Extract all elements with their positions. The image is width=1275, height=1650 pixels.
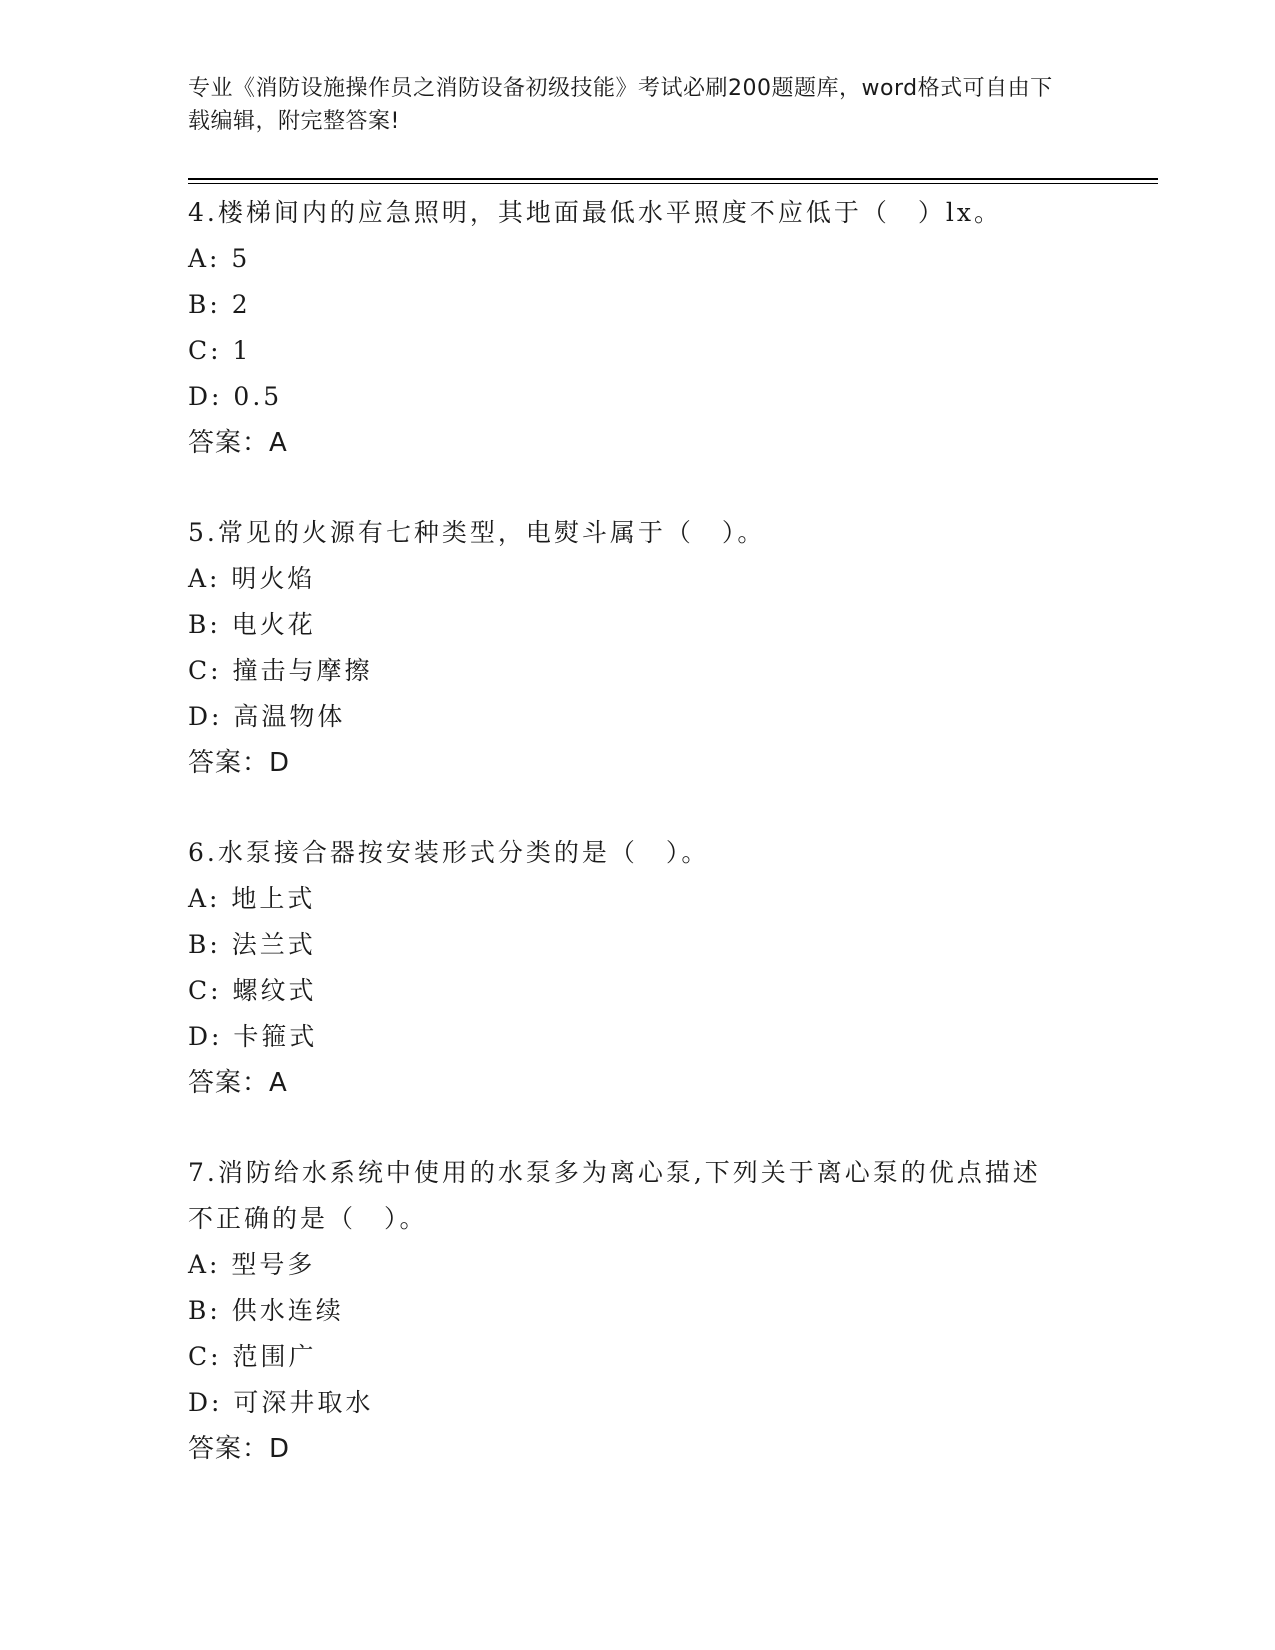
option-d: D: 可深井取水	[188, 1388, 374, 1417]
option-d: D: 卡箍式	[188, 1022, 318, 1051]
question-stem-line-1: 7.消防给水系统中使用的水泵多为离心泵,下列关于离心泵的优点描述	[188, 1158, 1041, 1187]
option-a: A: 明火焰	[188, 564, 316, 593]
header-divider-thin	[188, 183, 1158, 184]
answer-text: 答案：D	[188, 748, 291, 778]
option-c: C: 1	[188, 336, 252, 365]
question-5	[188, 510, 1088, 786]
question-6	[188, 830, 1088, 1106]
option-b: B: 法兰式	[188, 930, 316, 959]
answer-text: 答案：A	[188, 428, 288, 458]
option-d: D: 高温物体	[188, 702, 346, 731]
document-header: 专业《消防设施操作员之消防设备初级技能》考试必刷200题题库，word格式可自由下载编辑，附完整答案!	[188, 76, 1053, 134]
question-4	[188, 190, 1088, 466]
answer-text: 答案：D	[188, 1434, 291, 1464]
answer-text: 答案：A	[188, 1068, 288, 1098]
question-stem: 5.常见的火源有七种类型，电熨斗属于（ ）。	[188, 518, 766, 547]
option-c: C: 范围广	[188, 1342, 317, 1371]
header-divider-thick	[188, 178, 1158, 180]
question-list	[188, 190, 1088, 1472]
option-a: A: 地上式	[188, 884, 316, 913]
option-a: A: 5	[188, 244, 251, 273]
option-a: A: 型号多	[188, 1250, 316, 1279]
question-stem: 4.楼梯间内的应急照明，其地面最低水平照度不应低于（ ）lx。	[188, 198, 1002, 227]
option-d: D: 0.5	[188, 382, 283, 411]
question-stem: 6.水泵接合器按安装形式分类的是（ ）。	[188, 838, 710, 867]
question-7	[188, 1150, 1088, 1472]
option-b: B: 供水连续	[188, 1296, 344, 1325]
question-stem-line-2: 不正确的是（ ）。	[188, 1204, 428, 1233]
option-b: B: 2	[188, 290, 251, 319]
option-c: C: 撞击与摩擦	[188, 656, 373, 685]
option-c: C: 螺纹式	[188, 976, 317, 1005]
option-b: B: 电火花	[188, 610, 316, 639]
